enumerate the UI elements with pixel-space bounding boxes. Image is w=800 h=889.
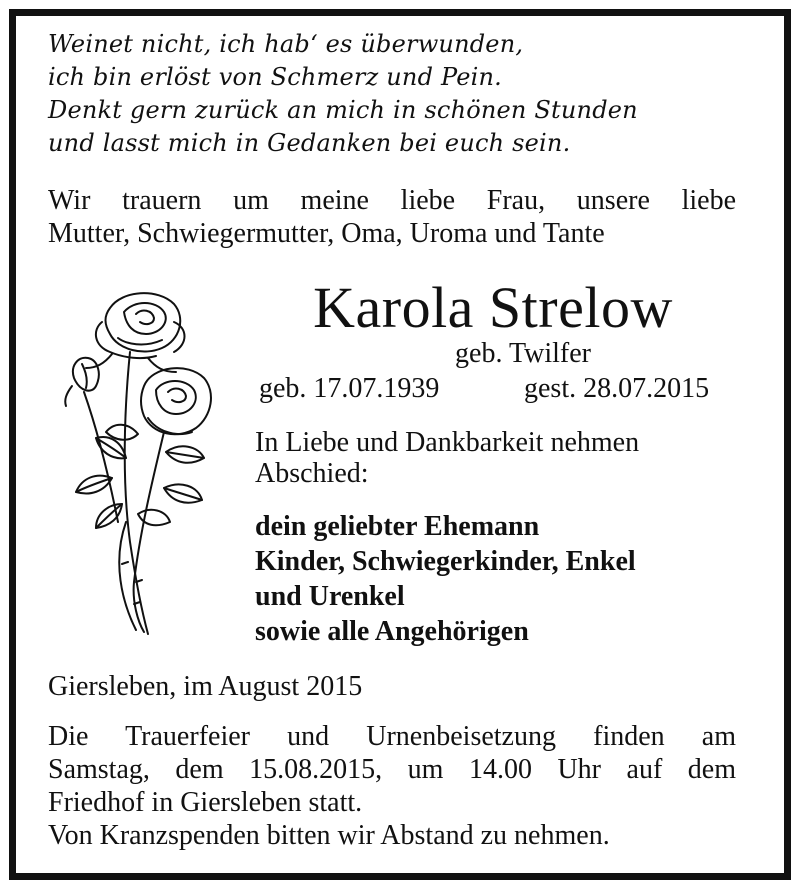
mourner-line: Kinder, Schwiegerkinder, Enkel [255,546,636,577]
mourner-line: und Urenkel [255,581,405,612]
place-date: Giersleben, im August 2015 [48,671,363,702]
funeral-line: Von Kranzspenden bitten wir Abstand zu nehmen. [48,820,610,851]
farewell-text [255,427,639,489]
mourners-list [255,509,636,649]
funeral-line: Friedhof in Giersleben statt. [48,787,363,818]
mourner-line: dein geliebter Ehemann [255,511,540,542]
intro-line: Wir trauern um meine liebe Frau, unsere liebe [48,185,736,216]
farewell-line: In Liebe und Dankbarkeit nehmen [255,427,640,458]
intro-text [48,184,736,250]
poem [48,28,638,160]
poem-line: und lasst mich in Gedanken bei euch sein. [48,129,571,157]
deceased-name: Karola Strelow [313,275,673,340]
poem-line: Denkt gern zurück an mich in schönen Stunden [48,96,638,124]
death-date: gest. 28.07.2015 [524,373,710,404]
roses-icon [52,282,224,644]
mourner-line: sowie alle Angehörigen [255,616,529,647]
birth-date: geb. 17.07.1939 [259,373,440,404]
funeral-notice [48,720,736,852]
intro-line: Mutter, Schwiegermutter, Oma, Uroma und Tante [48,218,605,249]
poem-line: Weinet nicht, ich hab‘ es überwunden, [48,30,524,58]
poem-line: ich bin erlöst von Schmerz und Pein. [48,63,503,91]
funeral-line: Die Trauerfeier und Urnenbeisetzung finden am [48,721,736,752]
funeral-line: Samstag, dem 15.08.2015, um 14.00 Uhr auf dem [48,754,736,785]
maiden-name: geb. Twilfer [455,338,591,369]
farewell-line: Abschied: [255,458,369,489]
